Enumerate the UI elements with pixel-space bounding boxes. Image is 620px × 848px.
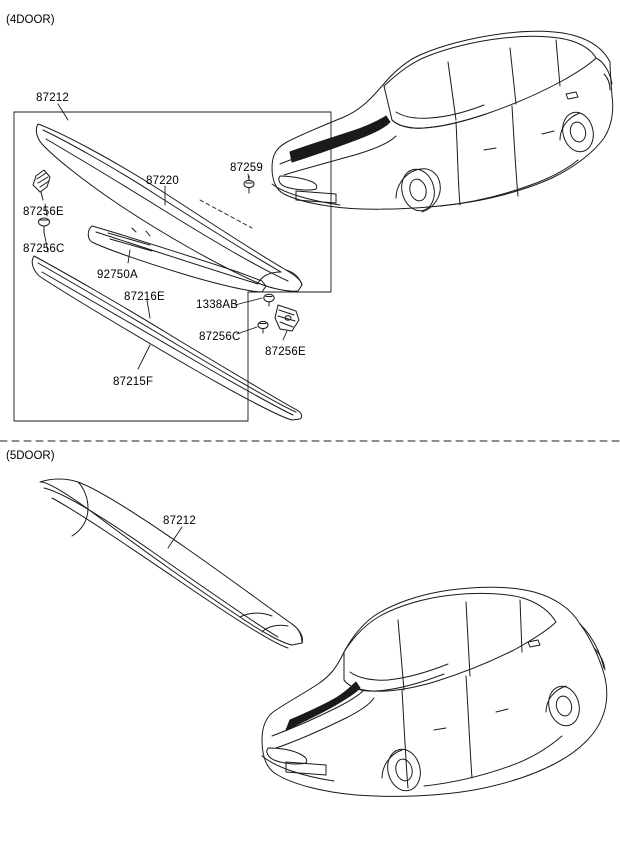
bracket-87256e-lower-icon	[275, 305, 299, 331]
spoiler-87212-5door	[40, 479, 303, 648]
section-title-4door: (4DOOR)	[6, 14, 55, 26]
part-87220-strip	[88, 226, 266, 292]
label-87220: 87220	[146, 175, 179, 187]
spoiler-87212-4door	[36, 124, 302, 291]
alignment-dashed-line	[200, 200, 252, 228]
sedan-rear-three-quarter-icon	[272, 31, 613, 214]
label-1338ab: 1338AB	[196, 299, 239, 311]
nut-87256c-upper-icon	[39, 218, 50, 233]
label-87256c-lower: 87256C	[199, 331, 241, 343]
label-92750a: 92750A	[97, 269, 138, 281]
label-87256e-lower: 87256E	[265, 346, 306, 358]
label-87212-4door: 87212	[36, 92, 69, 104]
label-87256e-upper: 87256E	[23, 206, 64, 218]
clip-87256e-upper-icon	[33, 170, 50, 200]
hatchback-rear-three-quarter-icon	[262, 587, 607, 796]
label-87212-5door: 87212	[163, 515, 196, 527]
section-title-5door: (5DOOR)	[6, 450, 55, 462]
label-87256c-upper: 87256C	[23, 243, 65, 255]
group-box-4door	[14, 112, 331, 421]
nut-87256c-lower-icon	[258, 321, 268, 333]
label-87215f: 87215F	[113, 376, 154, 388]
label-87216e: 87216E	[124, 291, 165, 303]
nut-1338ab-icon	[264, 294, 274, 306]
label-87259: 87259	[230, 162, 263, 174]
